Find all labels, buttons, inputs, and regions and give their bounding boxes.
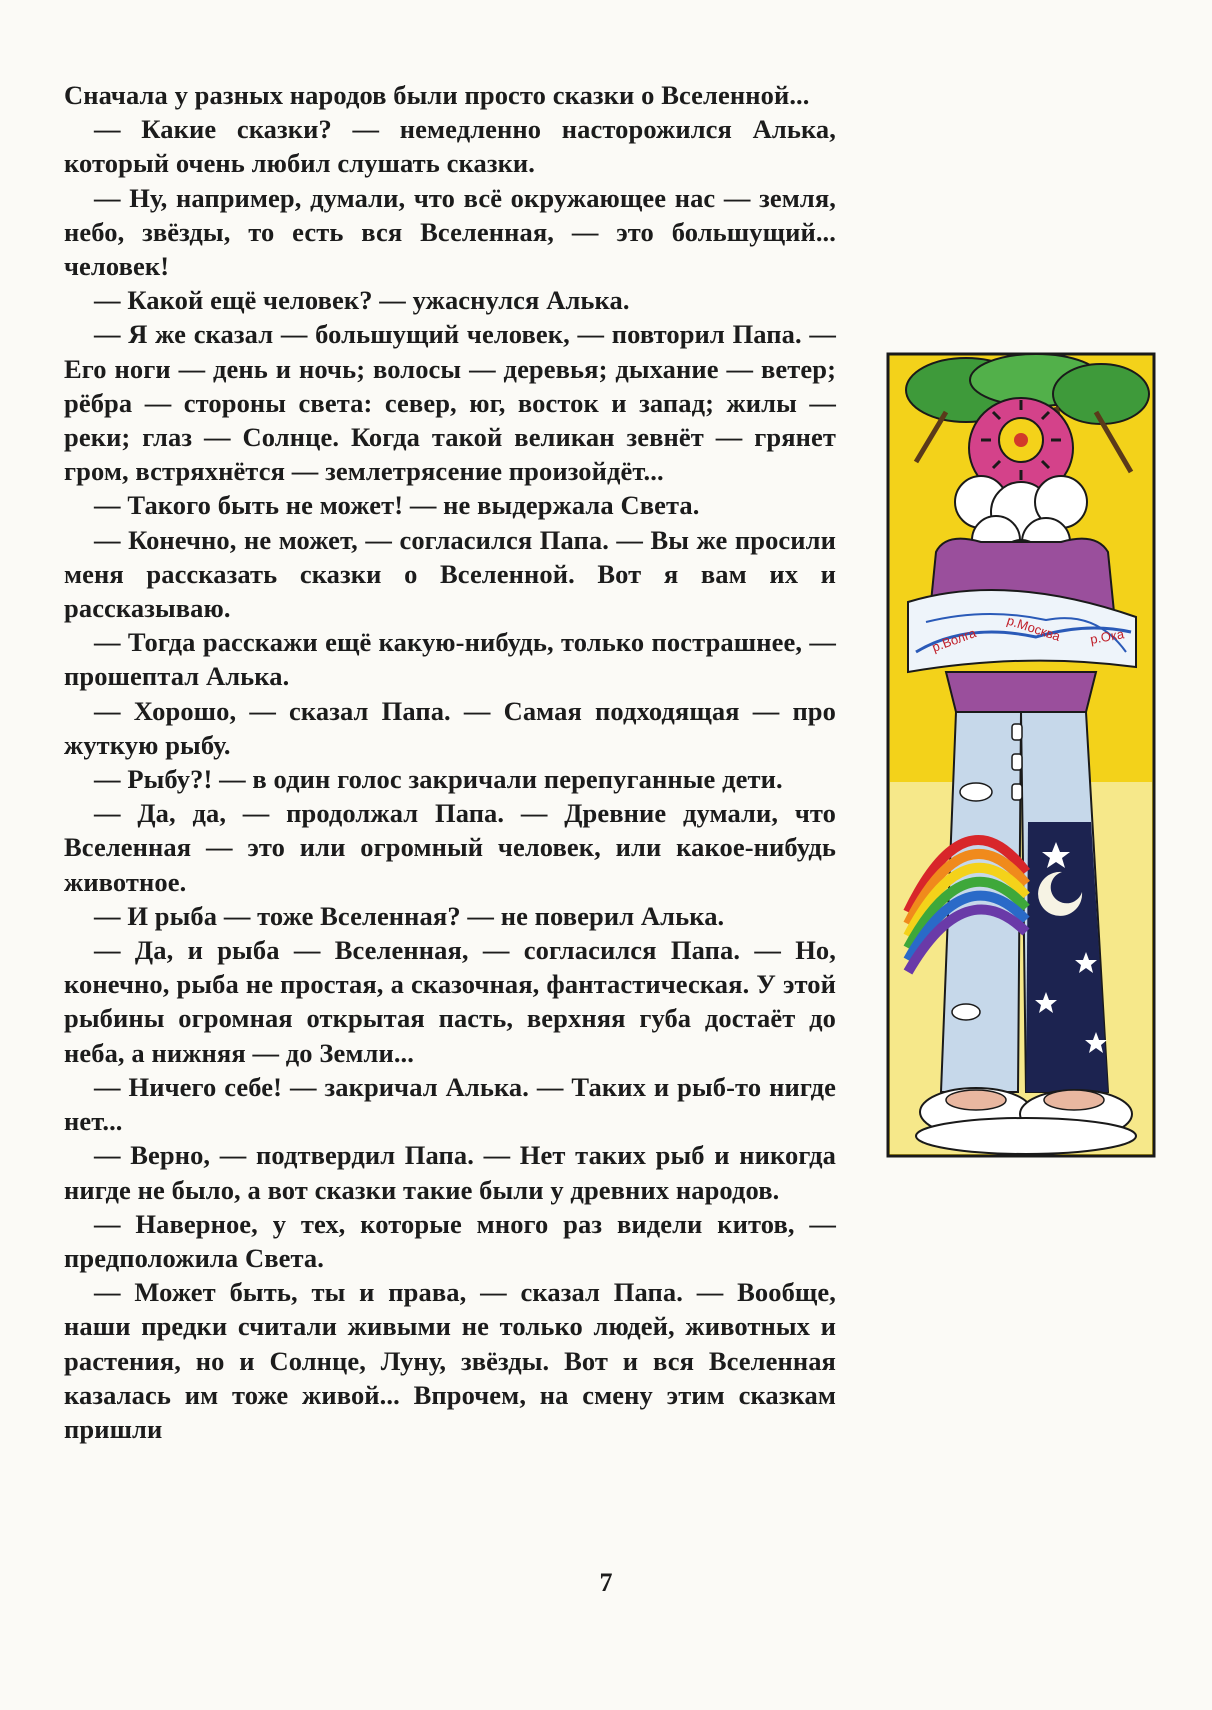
paragraph: — Какой ещё человек? — ужаснулся Алька. [94,285,630,316]
arm-label: р.Москва [1005,612,1063,644]
page-number: 7 [599,1568,613,1597]
paragraph: Сначала у разных народов были просто сказки о Вселенной... [64,80,810,110]
paragraph: — Да, да, — продолжал Папа. — Древние думали, что Вселенная — это или огромный человек, или какое-нибудь животное. [64,798,836,897]
paragraph: — Да, и рыба — Вселенная, — согласился Папа. — Но, конечно, рыба не простая, а сказочная, фантастическая. У этой рыбины огромная открытая пасть, верхняя губа достаёт до неба, а нижняя — до Земли... [64,935,836,1068]
paragraph: — Я же сказал — большущий человек, — повторил Папа. — Его ноги — день и ночь; волосы — деревья; дыхание — ветер; рёбра — стороны света: север, юг, восток и запад; жилы — реки; глаз — Солнце. Когда такой великан зевнёт — грянет гром, встряхнётся — землетрясение произойдёт... [64,319,836,487]
paragraph: — Конечно, не может, — согласился Папа. — Вы же просили меня рассказать сказки о Вселенной. Вот я вам их и рассказываю. [64,524,836,624]
giant-man-illustration [886,352,1156,1158]
arm-label: р.Волга [929,625,979,655]
paragraph: — Такого быть не может! — не выдержала Света. [94,490,700,521]
paragraph: — Может быть, ты и права, — сказал Папа. — Вообще, наши предки считали живыми не только людей, животных и растения, но и Солнце, Луну, звёзды. Вот и вся Вселенная казалась им тоже живой... Впрочем, на смену этим сказкам пришли [64,1277,836,1444]
paragraph: — Ну, например, думали, что всё окружающее нас — земля, небо, звёзды, то есть вся Вселенная, — это большущий... человек! [64,182,836,282]
paragraph: — Ничего себе! — закричал Алька. — Таких и рыб-то нигде нет... [64,1071,836,1137]
arm-label: р.Ока [1088,626,1126,647]
paragraph: — Наверное, у тех, которые много раз видели китов, — предположила Света. [64,1208,836,1273]
story-text [64,78,836,1446]
paragraph: — Какие сказки? — немедленно насторожился Алька, который очень любил слушать сказки. [64,114,836,179]
paragraph: — Рыбу?! — в один голос закричали перепуганные дети. [94,764,783,795]
paragraph: — Хорошо, — сказал Папа. — Самая подходящая — про жуткую рыбу. [64,695,836,760]
paragraph: — И рыба — тоже Вселенная? — не поверил Алька. [94,900,725,931]
paragraph: — Тогда расскажи ещё какую-нибудь, только пострашнее, — прошептал Алька. [64,627,836,692]
paragraph: — Верно, — подтвердил Папа. — Нет таких рыб и никогда нигде не было, а вот сказки такие были у древних народов. [64,1140,836,1205]
